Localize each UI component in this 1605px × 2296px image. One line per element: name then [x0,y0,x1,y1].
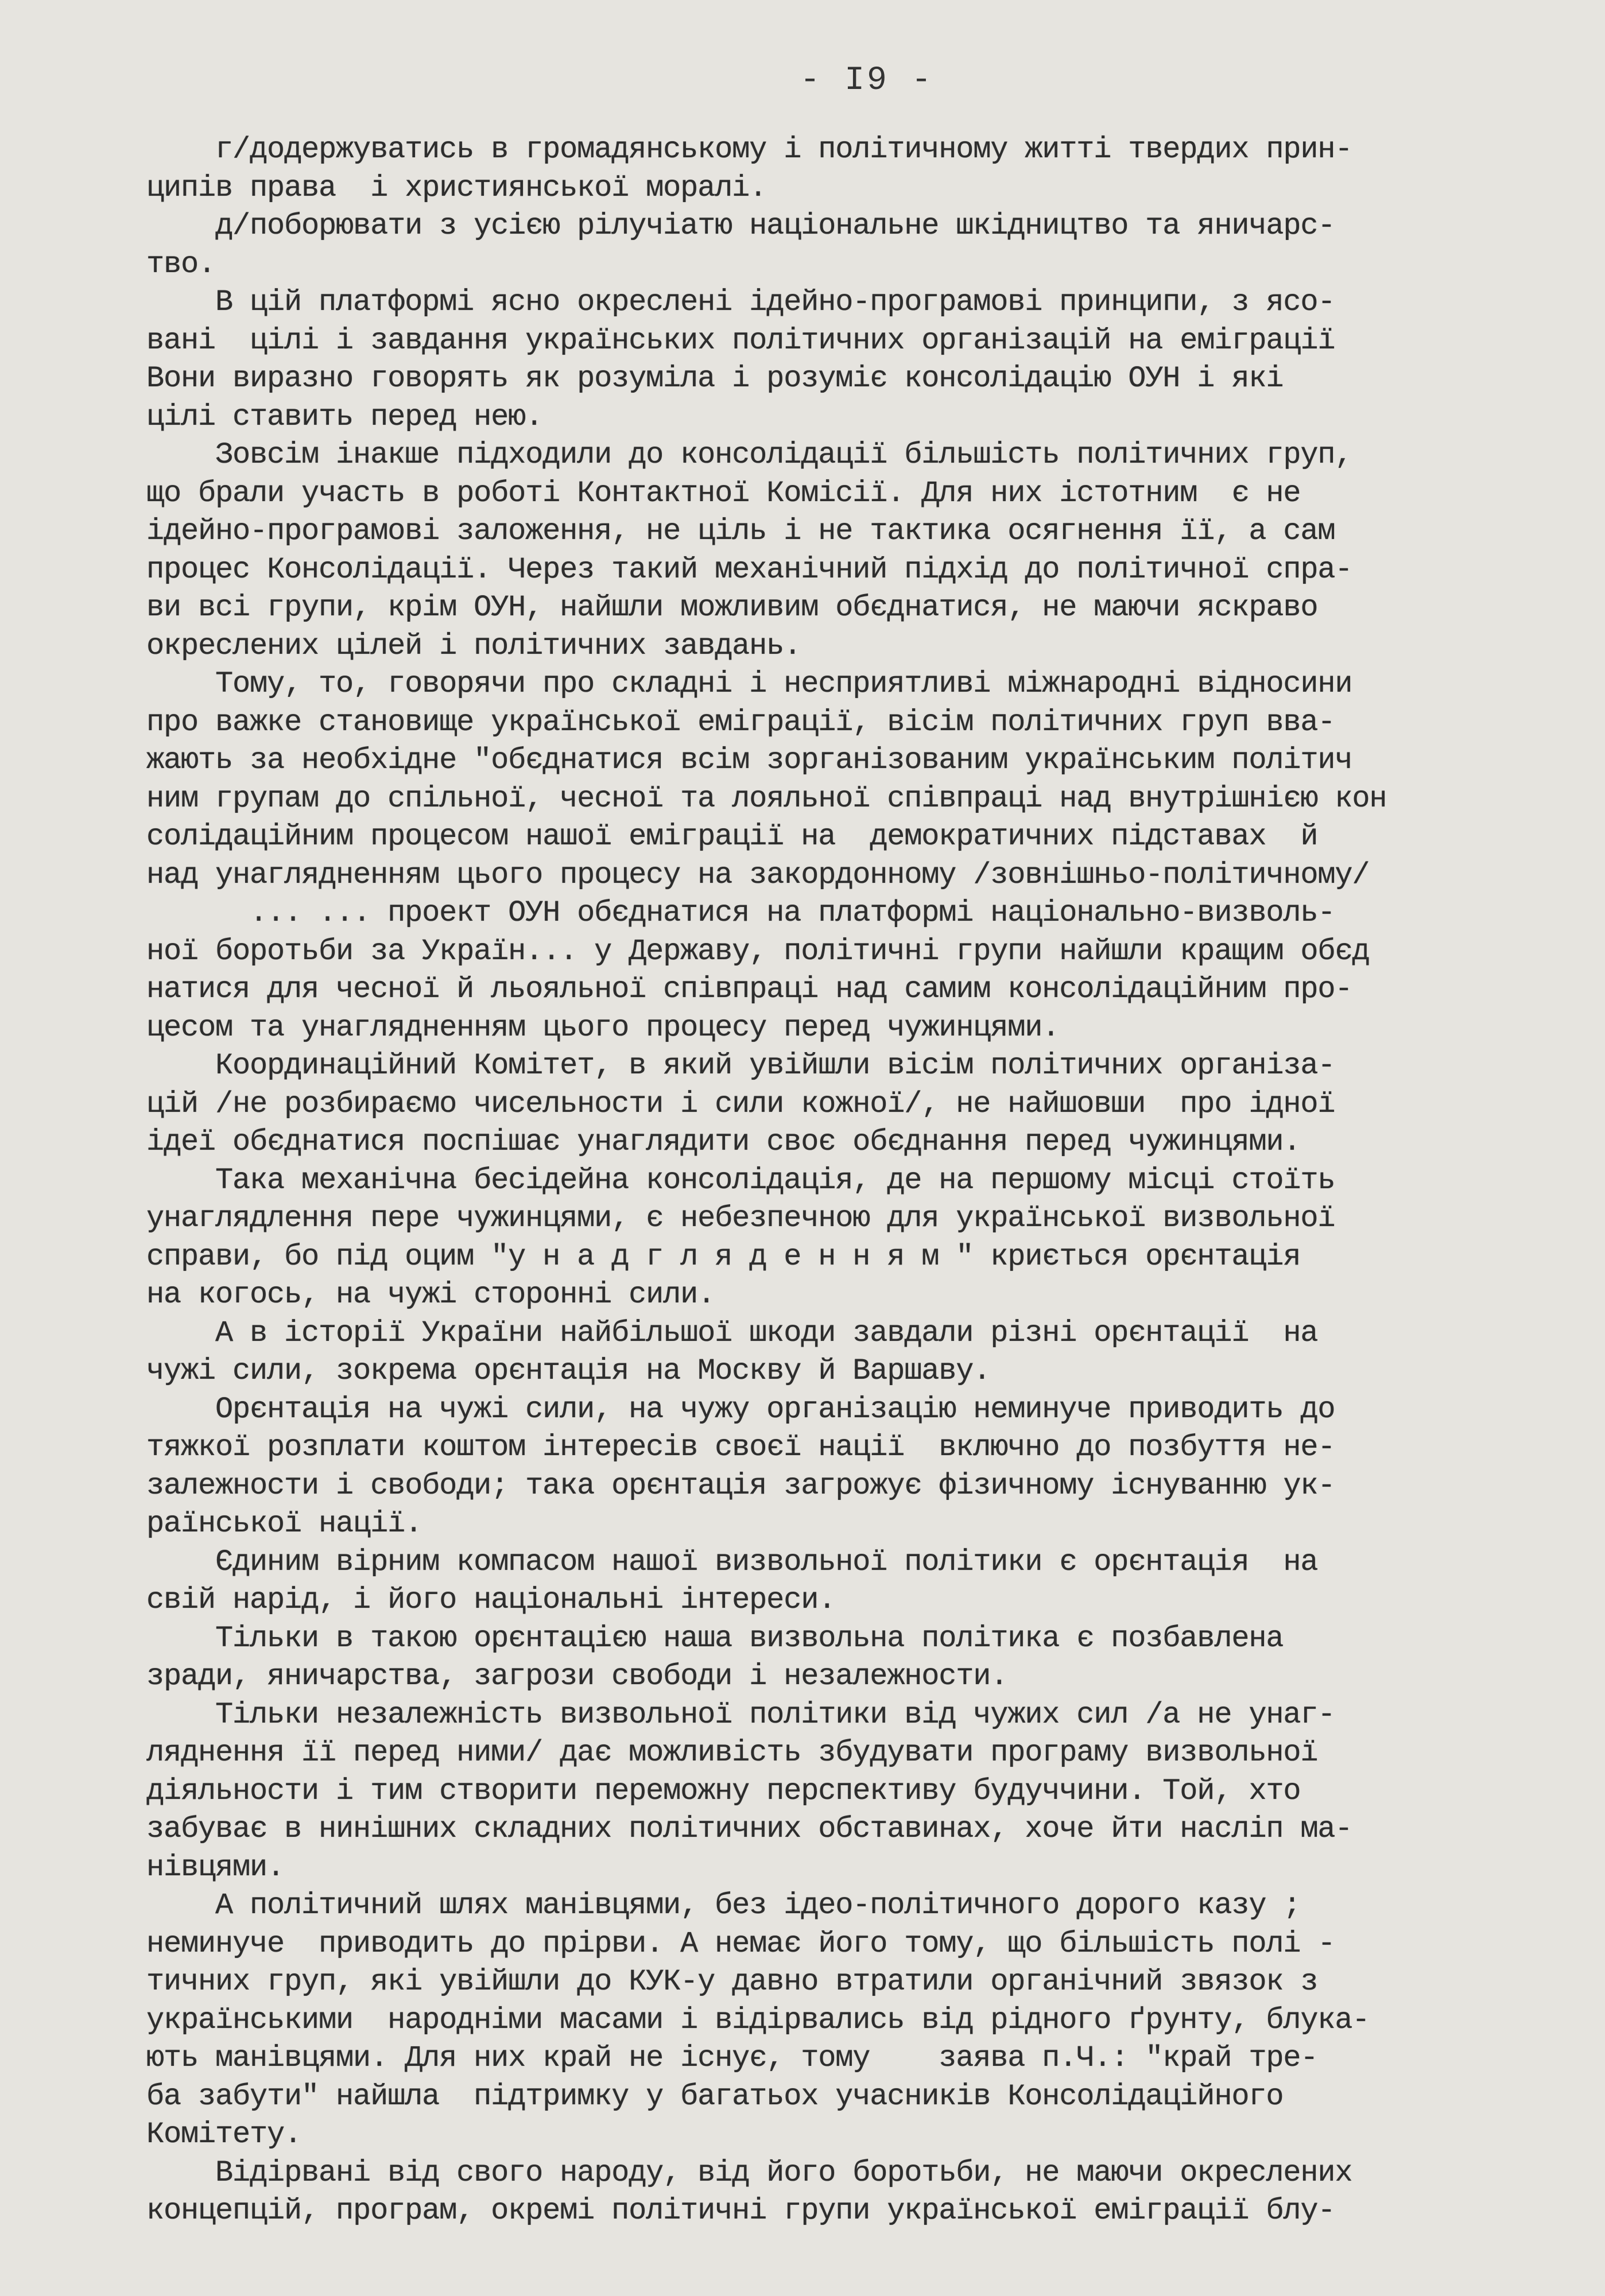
text-line: цій /не розбираємо чисельности і сили кожної/, не найшовши про ідної [146,1087,1335,1121]
text-line: справи, бо під оцим "у н а д г л я д е н н я м " криється орєнтація [146,1239,1301,1274]
text-line: ба забути" найшла підтримку у багатьох учасників Консолідаційного [146,2079,1284,2113]
text-line: жають за необхідне "обєднатися всім зорганізованим українським політич [146,743,1352,777]
text-line: чужі сили, зокрема орєнтація на Москву й Варшаву. [146,1354,991,1388]
text-line: ють манівцями. Для них край не існує, тому заява п.Ч.: "край тре- [146,2041,1318,2075]
text-line: Координаційний Комітет, в який увійшли вісім політичних організа- [146,1049,1335,1083]
text-line: українськими народніми масами і відірвались від рідного ґрунту, блука- [146,2003,1370,2037]
text-line: неминуче приводить до прірви. А немає його тому, що більшість полі - [146,1926,1335,1961]
text-line: А в історії України найбільшої шкоди завдали різні орєнтації на [146,1316,1318,1350]
text-line: що брали участь в роботі Контактної Комісії. Для них істотним є не [146,476,1301,510]
text-line: залежности і свободи; така орєнтація загрожує фізичному існуванню ук- [146,1468,1335,1503]
text-line: г/додержуватись в громадянському і політичному житті твердих прин- [146,133,1352,166]
text-line: процес Консолідації. Через такий механічний підхід до політичної спра- [146,552,1352,587]
text-line: діяльности і тим створити переможну перспективу будуччини. Той, хто [146,1774,1301,1808]
text-line: д/поборювати з усією рілучіатю національне шкідництво та яничарс- [146,209,1335,243]
text-line: ідейно-програмові заложення, не ціль і не тактика осягнення її, а сам [146,514,1335,548]
text-line: цесом та унаглядненням цього процесу перед чужинцями. [146,1010,1060,1045]
text-line: вані цілі і завдання українських політичних організацій на еміграції [146,323,1335,358]
text-line: ципів права і християнської моралі. [146,170,767,205]
text-line: ляднення її перед ними/ дає можливість збудувати програму визвольної [146,1736,1318,1770]
text-line: Тільки в такою орєнтацією наша визвольна політика є позбавлена [146,1621,1284,1655]
text-line: Зовсім інакше підходили до консолідації більшість політичних груп, [146,438,1352,472]
text-line: Єдиним вірним компасом нашої визвольної політики є орєнтація на [146,1545,1318,1579]
body-text [146,131,1570,2231]
text-line: на когось, на чужі сторонні сили. [146,1278,715,1312]
text-line: свій нарід, і його національні інтереси. [146,1583,836,1617]
text-line: тичних груп, які увійшли до КУК-у давно втратили органічний звязок з [146,1965,1318,1999]
text-line: А політичний шлях манівцями, без ідео-політичного дорого казу ; [146,1888,1301,1922]
text-line: Відірвані від свого народу, від його боротьби, не маючи окреслених [146,2155,1352,2190]
text-line: про важке становище української еміграції, вісім політичних груп вва- [146,705,1335,739]
text-line: В цій платформі ясно окреслені ідейно-програмові принципи, з ясо- [146,285,1335,319]
text-line: Орєнтація на чужі сили, на чужу організацію неминуче приводить до [146,1392,1335,1426]
text-line: Тільки незалежність визвольної політики від чужих сил /а не унаг- [146,1697,1335,1732]
page-number: - I9 - [800,62,934,99]
text-line: солідаційним процесом нашої еміграції на демократичних підставах й [146,820,1318,854]
text-line: тво. [146,247,216,281]
text-line: окреслених цілей і політичних завдань. [146,629,801,663]
text-line: ним групам до спільної, чесної та лояльної співпраці над внутрішнією кон [146,781,1387,816]
text-line: ної боротьби за Україн... у Державу, політичні групи найшли кращим обєд [146,934,1370,968]
text-line: нівцями. [146,1850,285,1884]
text-line: над унаглядненням цього процесу на закордонному /зовнішньо-політичному/ [146,858,1370,892]
text-line: Тому, то, говорячи про складні і несприятливі міжнародні відносини [146,667,1352,701]
text-line: цілі ставить перед нею. [146,400,543,434]
text-line: тяжкої розплати коштом інтересів своєї нації включно до позбуття не- [146,1430,1335,1464]
text-line: натися для чесної й льояльної співпраці над самим консолідаційним про- [146,972,1352,1006]
text-line: зради, яничарства, загрози свободи і незалежности. [146,1659,1008,1693]
text-line: концепцій, програм, окремі політичні групи української еміграції блу- [146,2194,1335,2228]
text-line: раїнської нації. [146,1507,422,1541]
text-line: забуває в нинішних складних політичних обставинах, хоче йти насліп ма- [146,1812,1352,1846]
text-line: Вони виразно говорять як розуміла і розуміє консолідацію ОУН і які [146,362,1284,395]
text-line: ... ... проект ОУН обєднатися на платформі національно-визволь- [146,896,1335,930]
text-line: ви всі групи, крім ОУН, найшли можливим обєднатися, не маючи яскраво [146,591,1318,625]
text-line: Комітету. [146,2117,302,2151]
text-line: Така механічна бесідейна консолідація, де на першому місці стоїть [146,1163,1335,1197]
text-line: унаглядлення пере чужинцями, є небезпечною для української визвольної [146,1201,1335,1235]
text-line: ідеї обєднатися поспішає унаглядити своє обєднання перед чужинцями. [146,1125,1301,1159]
